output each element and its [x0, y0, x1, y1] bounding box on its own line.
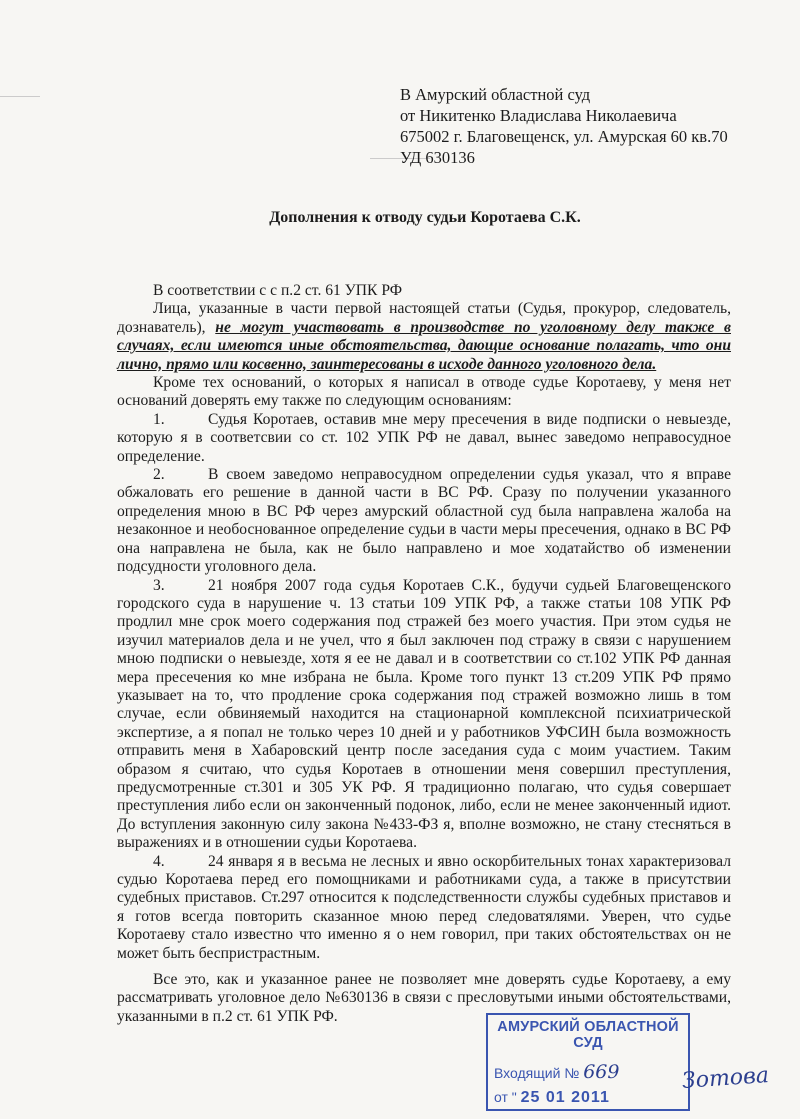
stamp-date: 25 01 2011	[520, 1089, 610, 1106]
item-number: 4.	[153, 852, 165, 870]
addressee-court: В Амурский областной суд	[400, 85, 591, 104]
list-item	[117, 466, 731, 576]
list-item	[117, 577, 731, 853]
persons-emphasis: не могут участвовать в производстве по уголовному делу также в случаях, если имеются иные обстоятельства, дающие основание полагать, что они лично, прямо или косвенно, заинтересованы в исходе данного уголовного дела.	[117, 318, 731, 373]
item-number: 3.	[153, 576, 165, 594]
item-text: 24 января я в весьма не лесных и явно оскорбительных тонах характеризовал судью Коротаева перед его помощниками и работниками суда, а также в присутствии судебных приставов. Ст.297 относится к подследственности службы судебных приставов и я готов всегда повторить сказанное мною перед следоватялями. Уверен, что судье Коротаеву стало известно что именно я о нем говорил, при таких обстоятельствах он не может быть беспристрастным.	[117, 852, 731, 962]
stamp-incoming-label: Входящий №	[494, 1065, 580, 1081]
scan-artifact	[0, 96, 40, 97]
item-text: Судья Коротаев, оставив мне меру пресечения в виде подписки о невыезде, которую я в соответсвии со ст. 102 УПК РФ не давал, вынес заведомо неправосудное определение.	[117, 410, 731, 465]
handwritten-signature: Зотова	[681, 1062, 770, 1095]
paragraph-basis: В соответствии с с п.2 ст. 61 УПК РФ	[153, 282, 403, 299]
stamp-date-row	[494, 1089, 682, 1107]
item-number: 2.	[153, 466, 165, 484]
sender-name: от Никитенко Владислава Николаевича	[400, 106, 677, 125]
paragraph-intro: Кроме тех оснований, о которых я написал в отводе судье Коротаеву, у меня нет оснований доверять ему также по следующим основаниям:	[117, 374, 731, 410]
paragraph-final: Все это, как и указанное ранее не позволяет мне доверять судье Коротаеву, а ему рассматривать уголовное дело №630136 в связи с пресловутыми иными обстоятельствами, указанными в п.2 ст. 61 УПК РФ.	[117, 971, 731, 1025]
persons-text: Лица, указанные в части первой настоящей статьи (Судья, прокурор, следователь, дознаватель),	[117, 300, 731, 336]
stamp-date-label: от "	[494, 1089, 517, 1105]
case-number: УД 630136	[400, 148, 475, 167]
incoming-stamp	[486, 1013, 690, 1111]
paragraph-persons	[117, 300, 731, 374]
sender-address: 675002 г. Благовещенск, ул. Амурская 60 кв.70	[400, 127, 728, 146]
stamp-incoming-row	[494, 1061, 682, 1083]
addressee-block	[400, 84, 728, 168]
stamp-title: АМУРСКИЙ ОБЛАСТНОЙ СУД	[497, 1019, 679, 1051]
stamp-incoming-number: 669	[583, 1061, 620, 1083]
list-item	[117, 853, 731, 963]
item-text: В своем заведомо неправосудном определении судья указал, что я вправе обжаловать его решение в данной части в ВС РФ. Сразу по получении указанного определения мною в ВС РФ через амурский областной суд была направлена жалоба на незаконное и необоснованное определение судьи в части меры пресечения, однако в ВС РФ она направлена не была, как не было направлено и мое ходатайство об изменении подсудности уголовного дела.	[117, 466, 731, 576]
item-number: 1.	[153, 410, 165, 428]
item-text: 21 ноября 2007 года судья Коротаев С.К., будучи судьей Благовещенского городского суда в нарушение ч. 13 статьи 109 УПК РФ, а также статьи 108 УПК РФ продлил мне срок моего содержания под стражей без моего участия. При этом судья не изучил материалов дела и не учел, что я был заключен под стражу в связи с нарушением мною подписки о невыезде, хотя я ее не давал и в соответствии со ст.102 УПК РФ данная мера пресечения ко мне избрана не была. Кроме того пункт 13 ст.209 УПК РФ прямо указывает на то, что продление срока содержания под стражей возможно лишь в том случае, если обвиняемый находится на стационарной комплексной психиатрической экспертизе, а я попал не только через 10 дней и у работников УФСИН была возможность отправить меня в Хабаровский центр после заседания суда с моим участием. Таким образом я считаю, что судья Коротаев в отношении меня совершил преступления, предусмотренные ст.301 и 305 УК РФ. Я традиционно полагаю, что судья совершает преступления либо если он законченный подонок, либо, если не менее законченный идиот. До вступления законную силу закона №433-ФЗ я, вполне возможно, не стану стесняться в выражениях и в отношении судьи Коротаева.	[117, 576, 731, 852]
document-body	[117, 282, 731, 1026]
list-item	[117, 411, 731, 466]
document-title: Дополнения к отводу судьи Коротаева С.К.	[269, 209, 581, 226]
